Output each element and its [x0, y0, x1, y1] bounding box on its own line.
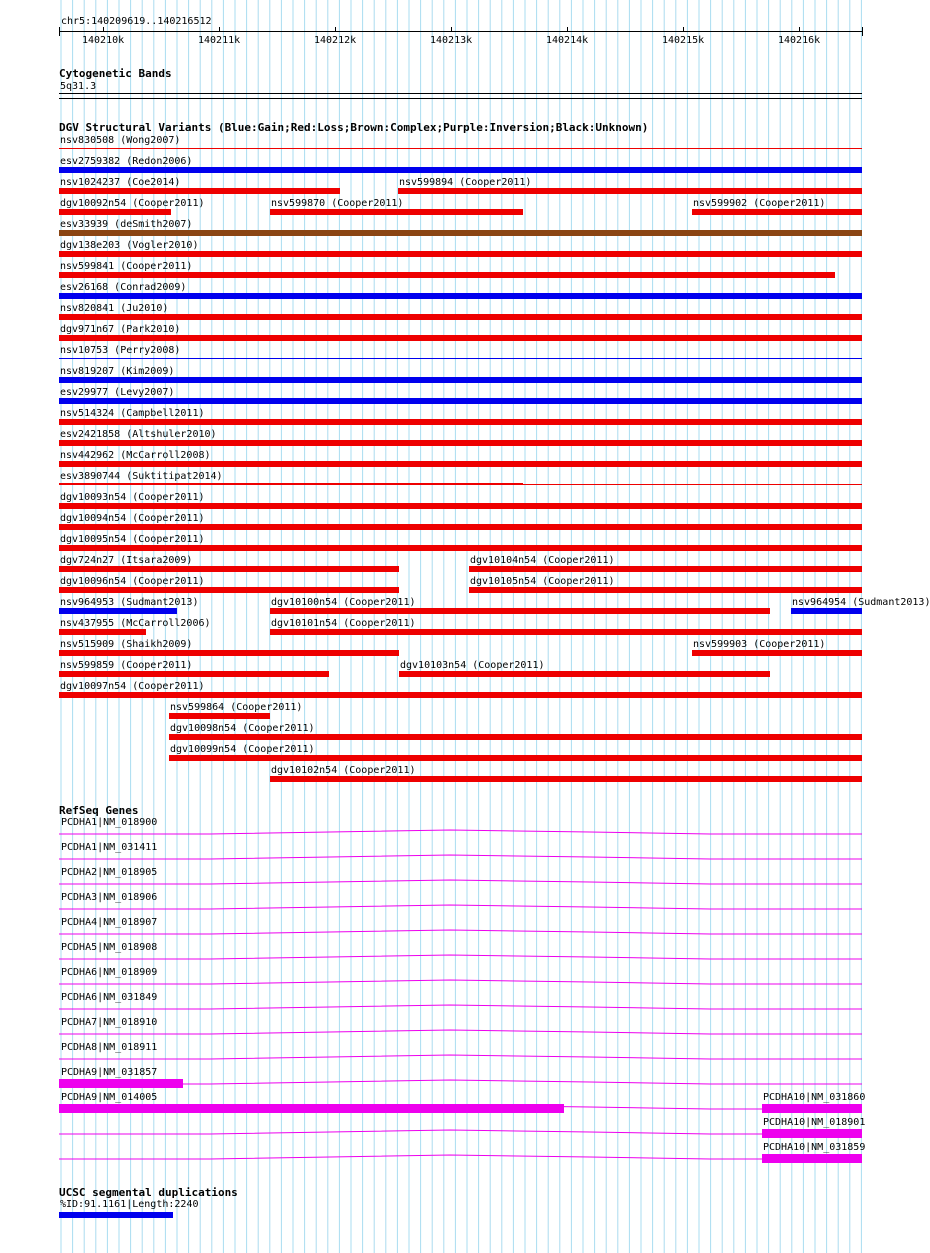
cytoband-line-top [59, 93, 862, 94]
variant-label: esv33939 (deSmith2007) [60, 219, 193, 230]
variant-label: dgv724n27 (Itsara2009) [60, 555, 193, 566]
variant-bar[interactable] [59, 167, 862, 173]
variant-bar[interactable] [59, 587, 399, 593]
gene-label: PCDHA6|NM_031849 [61, 992, 158, 1003]
intron-line [59, 1055, 862, 1059]
dgv-title: DGV Structural Variants (Blue:Gain;Red:Loss;Brown:Complex;Purple:Inversion;Black:Unknown) [59, 121, 649, 134]
variant-bar[interactable] [469, 587, 862, 593]
gene-exon[interactable] [762, 1104, 862, 1113]
variant-bar[interactable] [59, 524, 862, 530]
ruler-tick-label: 140214k [546, 35, 589, 46]
gene-transcript[interactable] [0, 851, 890, 865]
ruler-start-tick [59, 27, 60, 36]
variant-label: dgv10099n54 (Cooper2011) [170, 744, 315, 755]
ruler-tick [451, 27, 452, 32]
variant-bar[interactable] [59, 398, 862, 404]
gene-label: PCDHA5|NM_018908 [61, 942, 158, 953]
variant-label: dgv10101n54 (Cooper2011) [271, 618, 416, 629]
variant-label: nsv599859 (Cooper2011) [60, 660, 193, 671]
ruler-tick [683, 27, 684, 32]
gene-label: PCDHA7|NM_018910 [61, 1017, 158, 1028]
intron-line [59, 1155, 862, 1159]
variant-bar[interactable] [270, 608, 770, 614]
variant-bar[interactable] [791, 608, 862, 614]
gene-transcript[interactable] [0, 926, 890, 940]
gene-transcript[interactable] [0, 951, 890, 965]
variant-label: dgv10092n54 (Cooper2011) [60, 198, 205, 209]
ruler-tick-label: 140216k [778, 35, 821, 46]
variant-label: nsv820841 (Ju2010) [60, 303, 169, 314]
variant-bar[interactable] [59, 503, 862, 509]
variant-bar[interactable] [169, 713, 270, 719]
variant-bar[interactable] [59, 251, 862, 257]
variant-bar[interactable] [59, 692, 862, 698]
cytoband-label: 5q31.3 [60, 81, 97, 92]
variant-label: dgv138e203 (Vogler2010) [60, 240, 199, 251]
gene-exon[interactable] [762, 1129, 862, 1138]
intron-line [59, 1030, 862, 1034]
variant-label: nsv10753 (Perry2008) [60, 345, 181, 356]
cytoband-line-bottom [59, 98, 862, 99]
variant-bar[interactable] [59, 483, 523, 485]
variant-bar[interactable] [59, 335, 862, 341]
gene-exon[interactable] [59, 1079, 183, 1088]
refseq-title: RefSeq Genes [59, 804, 139, 817]
ruler-tick-label: 140215k [662, 35, 705, 46]
variant-bar[interactable] [59, 188, 340, 194]
ruler-tick-label: 140213k [430, 35, 473, 46]
variant-label: dgv10097n54 (Cooper2011) [60, 681, 205, 692]
ruler-tick [567, 27, 568, 32]
variant-label: dgv10096n54 (Cooper2011) [60, 576, 205, 587]
variant-bar[interactable] [270, 629, 862, 635]
intron-line [59, 1130, 862, 1134]
gene-label: PCDHA10|NM_031860 [763, 1092, 866, 1103]
variant-label: dgv10102n54 (Cooper2011) [271, 765, 416, 776]
variant-label: dgv10105n54 (Cooper2011) [470, 576, 615, 587]
intron-line [59, 955, 862, 959]
variant-bar[interactable] [59, 608, 177, 614]
variant-label: nsv964953 (Sudmant2013) [60, 597, 199, 608]
ruler-tick [799, 27, 800, 32]
gene-transcript[interactable] [0, 826, 890, 840]
variant-label: dgv10100n54 (Cooper2011) [271, 597, 416, 608]
variant-label: esv29977 (Levy2007) [60, 387, 175, 398]
variant-bar[interactable] [398, 188, 862, 194]
variant-label: esv26168 (Conrad2009) [60, 282, 187, 293]
gene-label: PCDHA1|NM_018900 [61, 817, 158, 828]
variant-label: nsv599870 (Cooper2011) [271, 198, 404, 209]
intron-line [59, 905, 862, 909]
variant-bar[interactable] [59, 650, 399, 656]
ruler-tick-label: 140211k [198, 35, 241, 46]
ruler-tick-label: 140212k [314, 35, 357, 46]
gene-transcript[interactable] [0, 1151, 890, 1165]
variant-bar[interactable] [59, 671, 329, 677]
gene-label: PCDHA4|NM_018907 [61, 917, 158, 928]
gene-label: PCDHA6|NM_018909 [61, 967, 158, 978]
variant-bar[interactable] [59, 230, 862, 236]
variant-label: esv2759382 (Redon2006) [60, 156, 193, 167]
variant-label: esv3890744 (Suktitipat2014) [60, 471, 223, 482]
gene-label: PCDHA8|NM_018911 [61, 1042, 158, 1053]
variant-label: nsv599864 (Cooper2011) [170, 702, 303, 713]
gene-exon[interactable] [762, 1154, 862, 1163]
gene-label: PCDHA10|NM_018901 [763, 1117, 866, 1128]
segdup-title: UCSC segmental duplications [59, 1186, 238, 1199]
ruler-axis [59, 31, 862, 32]
gene-label: PCDHA9|NM_014005 [61, 1092, 158, 1103]
variant-bar[interactable] [270, 776, 862, 782]
variant-bar[interactable] [59, 272, 835, 278]
segdup-bar[interactable] [59, 1212, 173, 1218]
variant-label: dgv10095n54 (Cooper2011) [60, 534, 205, 545]
variant-bar[interactable] [469, 566, 862, 572]
ruler-tick-label: 140210k [82, 35, 125, 46]
intron-line [59, 980, 862, 984]
variant-label: nsv599894 (Cooper2011) [399, 177, 532, 188]
variant-bar[interactable] [399, 671, 770, 677]
variant-label: nsv830508 (Wong2007) [60, 135, 181, 146]
variant-bar[interactable] [59, 566, 399, 572]
gene-transcript[interactable] [0, 1026, 890, 1040]
variant-bar[interactable] [59, 377, 862, 383]
variant-bar[interactable] [692, 209, 862, 215]
gene-transcript[interactable] [0, 1126, 890, 1140]
variant-bar[interactable] [59, 148, 862, 149]
segdup-label: %ID:91.1161|Length:2240 [60, 1199, 199, 1210]
intron-line [59, 1005, 862, 1009]
variant-label: nsv442962 (McCarroll2008) [60, 450, 211, 461]
ruler-end-tick [862, 27, 863, 36]
variant-bar[interactable] [59, 461, 862, 467]
gene-exon[interactable] [59, 1104, 564, 1113]
variant-bar[interactable] [169, 755, 862, 761]
intron-line [59, 855, 862, 859]
variant-bar[interactable] [59, 358, 862, 359]
variant-label: nsv515909 (Shaikh2009) [60, 639, 193, 650]
variant-bar[interactable] [59, 314, 862, 320]
intron-line [59, 830, 862, 834]
gene-label: PCDHA10|NM_031859 [763, 1142, 866, 1153]
variant-bar[interactable] [59, 293, 862, 299]
variant-label: dgv10104n54 (Cooper2011) [470, 555, 615, 566]
variant-bar[interactable] [59, 209, 171, 215]
variant-label: dgv10093n54 (Cooper2011) [60, 492, 205, 503]
intron-line [59, 880, 862, 884]
gene-label: PCDHA2|NM_018905 [61, 867, 158, 878]
variant-bar[interactable] [59, 629, 146, 635]
variant-label: nsv514324 (Campbell2011) [60, 408, 205, 419]
variant-label: esv2421858 (Altshuler2010) [60, 429, 217, 440]
variant-label: nsv964954 (Sudmant2013) [792, 597, 930, 608]
variant-label: dgv10094n54 (Cooper2011) [60, 513, 205, 524]
gene-transcript[interactable] [0, 1001, 890, 1015]
variant-bar[interactable] [59, 419, 862, 425]
variant-label: nsv599841 (Cooper2011) [60, 261, 193, 272]
ruler-tick [103, 27, 104, 32]
gene-label: PCDHA3|NM_018906 [61, 892, 158, 903]
gene-label: PCDHA9|NM_031857 [61, 1067, 158, 1078]
gene-transcript[interactable] [0, 976, 890, 990]
cytoband-title: Cytogenetic Bands [59, 67, 172, 80]
variant-label: dgv10098n54 (Cooper2011) [170, 723, 315, 734]
ruler-tick [219, 27, 220, 32]
variant-label: nsv599902 (Cooper2011) [693, 198, 826, 209]
variant-label: nsv599903 (Cooper2011) [693, 639, 826, 650]
variant-bar[interactable] [169, 734, 862, 740]
variant-label: dgv971n67 (Park2010) [60, 324, 181, 335]
gene-transcript[interactable] [0, 901, 890, 915]
gene-transcript[interactable] [0, 876, 890, 890]
variant-label: nsv437955 (McCarroll2006) [60, 618, 211, 629]
variant-bar[interactable] [59, 545, 862, 551]
gene-transcript[interactable] [0, 1051, 890, 1065]
variant-label: dgv10103n54 (Cooper2011) [400, 660, 545, 671]
variant-bar[interactable] [270, 209, 523, 215]
variant-bar[interactable] [59, 440, 862, 446]
variant-label: nsv819207 (Kim2009) [60, 366, 175, 377]
location-label: chr5:140209619..140216512 [61, 16, 212, 27]
variant-bar[interactable] [692, 650, 862, 656]
variant-label: nsv1024237 (Coe2014) [60, 177, 181, 188]
ruler-tick [335, 27, 336, 32]
gene-label: PCDHA1|NM_031411 [61, 842, 158, 853]
intron-line [59, 930, 862, 934]
